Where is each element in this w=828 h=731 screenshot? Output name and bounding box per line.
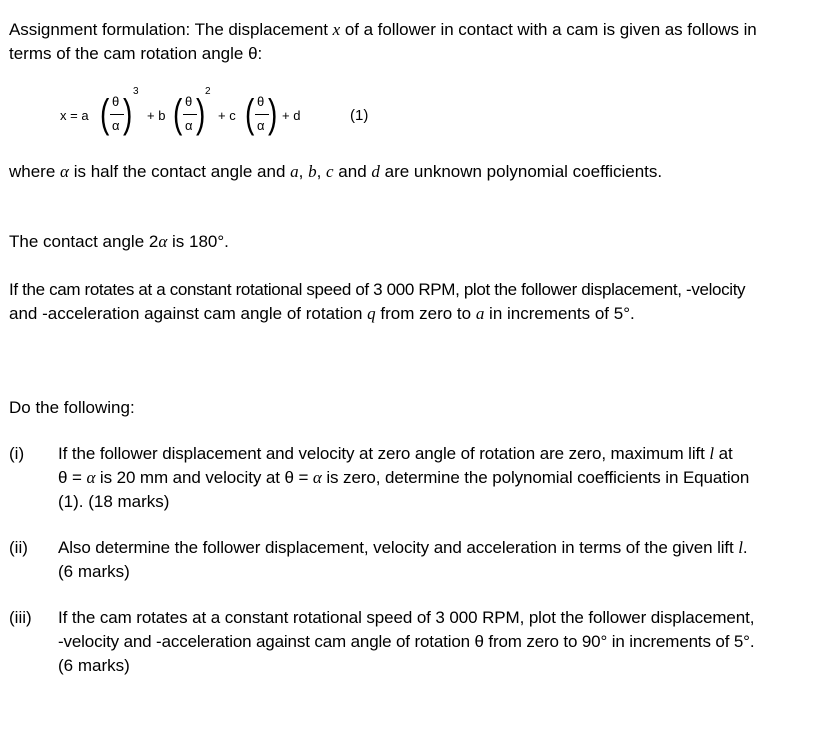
eq-b-term: + b — [147, 108, 166, 123]
item-i-line-1 — [58, 442, 733, 466]
frac-numerator: θ — [112, 94, 120, 109]
frac-denominator: α — [185, 118, 193, 133]
equation-1 — [60, 88, 390, 144]
eq-c-term: + c — [218, 108, 236, 123]
var-x: x — [332, 20, 341, 39]
exponent-2: 2 — [205, 86, 211, 97]
item-i-line-3: (1). (18 marks) — [58, 492, 170, 511]
text: from zero to — [375, 304, 476, 323]
eq-lhs: x = a — [60, 108, 89, 123]
do-following-heading: Do the following: — [9, 398, 135, 417]
fraction-bar — [255, 114, 269, 115]
var-alpha: α — [158, 232, 168, 251]
text: in increments of 5°. — [484, 304, 635, 323]
right-paren: ) — [195, 92, 206, 136]
item-label-iii: (iii) — [9, 608, 32, 627]
equation-number: (1) — [350, 107, 369, 124]
text: at — [714, 444, 733, 463]
item-iii-line-2: -velocity and -acceleration against cam angle of rotation θ from zero to 90° in increments of 5°. — [58, 632, 755, 651]
text: is 20 mm and velocity at θ = — [95, 468, 313, 487]
left-paren: ( — [99, 92, 110, 136]
frac-denominator: α — [112, 118, 120, 133]
intro-line-2: terms of the cam rotation angle θ: — [9, 44, 263, 63]
text: where — [9, 162, 61, 181]
var-b: b — [308, 162, 317, 181]
where-line — [9, 160, 662, 184]
var-alpha: α — [60, 162, 69, 181]
intro-text: Assignment formulation: The displacement — [9, 20, 333, 39]
var-a: a — [290, 162, 299, 181]
item-label-i: (i) — [9, 444, 25, 463]
var-alpha: α — [86, 468, 96, 487]
item-ii-line-2: (6 marks) — [58, 562, 130, 581]
var-c: c — [326, 162, 334, 181]
eq-d-term: + d — [282, 108, 301, 123]
var-a: a — [475, 304, 485, 323]
var-l: l — [738, 538, 743, 557]
text: The contact angle 2 — [9, 232, 159, 251]
fraction-bar — [183, 114, 197, 115]
item-iii-line-1: If the cam rotates at a constant rotational speed of 3 000 RPM, plot the follower displacement, — [58, 608, 755, 627]
text: . — [742, 538, 748, 557]
right-paren: ) — [267, 92, 278, 136]
item-ii-line-1 — [58, 536, 748, 560]
frac-numerator: θ — [257, 94, 265, 109]
item-label-ii: (ii) — [9, 538, 28, 557]
text: are unknown polynomial coefficients. — [379, 162, 663, 181]
text: and -acceleration against cam angle of rotation — [9, 304, 368, 323]
item-iii-line-3: (6 marks) — [58, 656, 130, 675]
left-paren: ( — [244, 92, 255, 136]
rpm-line-2 — [9, 302, 635, 326]
text: is 180°. — [167, 232, 229, 251]
intro-text: of a follower in contact with a cam is given as follows in — [340, 20, 757, 39]
right-paren: ) — [122, 92, 133, 136]
item-i-line-2 — [58, 466, 749, 490]
text: , — [298, 162, 309, 181]
fraction-bar — [110, 114, 124, 115]
frac-numerator: θ — [185, 94, 193, 109]
text: and — [333, 162, 372, 181]
text: Also determine the follower displacement, velocity and acceleration in terms of the given lift — [58, 538, 739, 557]
text: is zero, determine the polynomial coefficients in Equation — [321, 468, 750, 487]
var-d: d — [371, 162, 380, 181]
intro-line-1 — [9, 18, 757, 42]
exponent-3: 3 — [133, 86, 139, 97]
var-alpha: α — [312, 468, 322, 487]
text: θ = — [58, 468, 87, 487]
rpm-line-1: If the cam rotates at a constant rotational speed of 3 000 RPM, plot the follower displacement, -velocity — [9, 280, 746, 299]
text: If the follower displacement and velocity at zero angle of rotation are zero, maximum lift — [58, 444, 710, 463]
var-l: l — [709, 444, 715, 463]
text: is half the contact angle and — [68, 162, 291, 181]
var-q: q — [367, 304, 376, 323]
left-paren: ( — [172, 92, 183, 136]
text: , — [316, 162, 327, 181]
contact-angle-line — [9, 230, 229, 254]
frac-denominator: α — [257, 118, 265, 133]
